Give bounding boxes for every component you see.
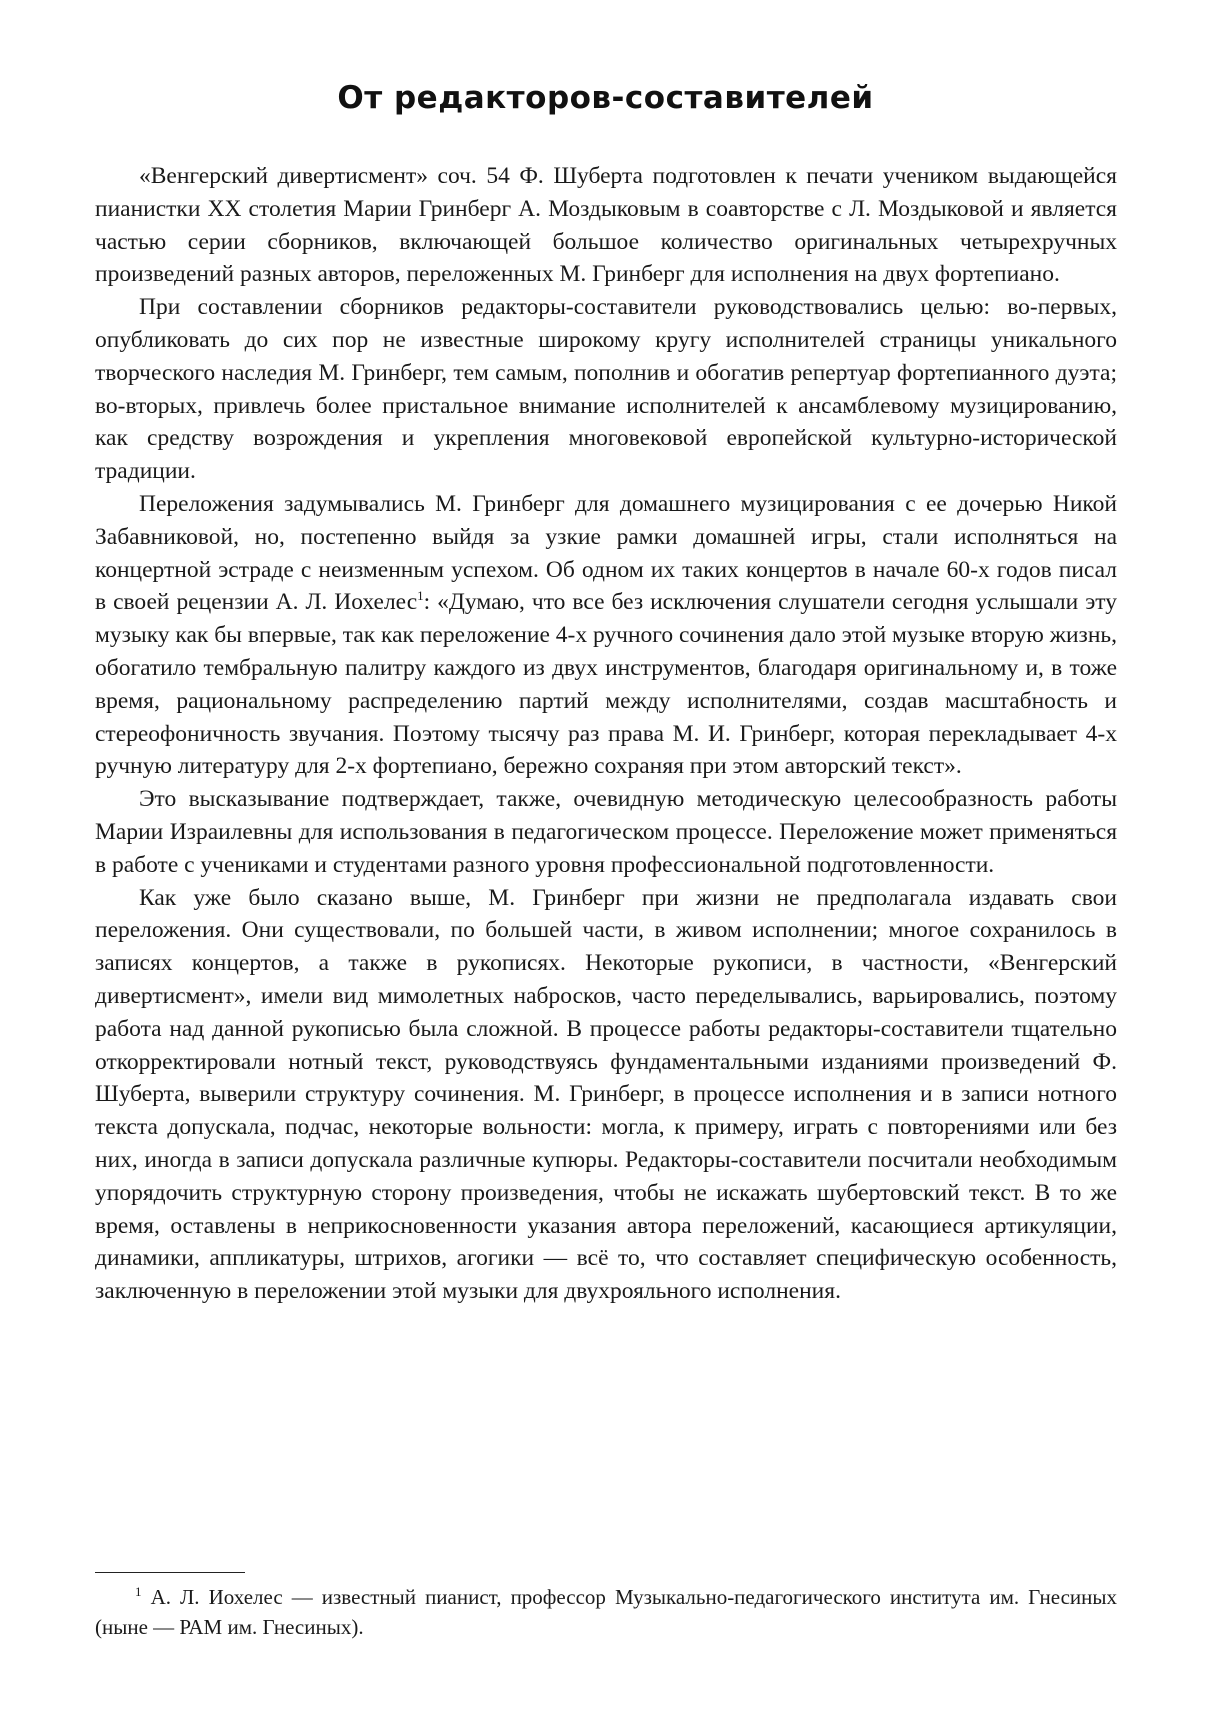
paragraph-5: Как уже было сказано выше, М. Гринберг при жизни не предполагала издавать свои переложения. Они существовали, по большей части, в живом исполнении; многое сохранилось в записях концертов, а также в рукописях. Некоторые рукописи, в частности, «Венгерский дивертисмент», имели вид мимолетных набросков, часто переделывались, варьировались, поэтому работа над данной рукописью была сложной. В процессе работы редакторы-составители тщательно откорректировали нотный текст, руководствуясь фундаментальными изданиями произведений Ф. Шуберта, выверили структуру сочинения. М. Гринберг, в процессе исполнения и в записи нотного текста допускала, подчас, некоторые вольности: могла, к примеру, играть с повторениями или без них, иногда в записи допускала различные купюры. Редакторы-составители посчитали необходимым упорядочить структурную сторону произведения, чтобы не искажать шубертовский текст. В то же время, оставлены в неприкосновенности указания автора переложений, касающиеся артикуляции, динамики, аппликатуры, штрихов, агогики — всё то, что составляет специфическую особенность, заключенную в переложении этой музыки для двухрояльного исполнения.: [95, 884, 1117, 1305]
paragraph-1: «Венгерский дивертисмент» соч. 54 Ф. Шуберта подготовлен к печати учеником выдающейся пианистки XX столетия Марии Гринберг А. Моздыковым в соавторстве с Л. Моздыковой и является частью серии сборников, включающей большое количество оригинальных четырехручных произведений разных авторов, переложенных М. Гринберг для исполнения на двух фортепиано.: [95, 163, 1117, 288]
footnote-paragraph: [95, 1582, 1117, 1642]
footnote: [95, 1582, 1117, 1642]
paragraph-2: При составлении сборников редакторы-составители руководствовались целью: во-первых, опубликовать до сих пор не известные широкому кругу исполнителей страницы уникального творческого наследия М. Гринберг, тем самым, пополнив и обогатив репертуар фортепианного дуэта; во-вторых, привлечь более пристальное внимание исполнителей к ансамблевому музицированию, как средству возрождения и укрепления многовековой европейской культурно-исторической традиции.: [95, 294, 1117, 485]
body-text: [95, 160, 1117, 1308]
footnote-reference: 1: [417, 588, 424, 604]
page-title: От редакторов-составителей: [337, 80, 874, 116]
footnote-text: А. Л. Иохелес — известный пианист, профессор Музыкально-педагогического института им. Гнесиных (ныне — РАМ им. Гнесиных).: [95, 1585, 1117, 1639]
paragraph-3: [95, 488, 1117, 783]
footnote-divider: [95, 1572, 245, 1573]
paragraph-3-text-after: : «Думаю, что все без исключения слушатели сегодня услышали эту музыку как бы впервые, так как переложение 4-х ручного сочинения дало этой музыке вторую жизнь, обогатило тембральную палитру каждого из двух инструментов, благодаря оригинальному и, в тоже время, рациональному распределению партий между исполнителями, создав масштабность и стереофоничность звучания. Поэтому тысячу раз права М. И. Гринберг, которая перекладывает 4-х ручную литературу для 2-х фортепиано, бережно сохраняя при этом авторский текст».: [95, 589, 1117, 780]
paragraph-4: Это высказывание подтверждает, также, очевидную методическую целесообразность работы Марии Израилевны для использования в педагогическом процессе. Переложение может применяться в работе с учениками и студентами разного уровня профессиональной подготовленности.: [95, 786, 1117, 878]
footnote-mark: 1: [135, 1584, 142, 1599]
paragraph-3-text-before: Переложения задумывались М. Гринберг для домашнего музицирования с ее дочерью Никой Забавниковой, но, постепенно выйдя за узкие рамки домашней игры, стали исполняться на концертной эстраде с неизменным успехом. Об одном их таких концертов в начале 60-х годов писал в своей рецензии А. Л. Иохелес: [95, 490, 1117, 616]
